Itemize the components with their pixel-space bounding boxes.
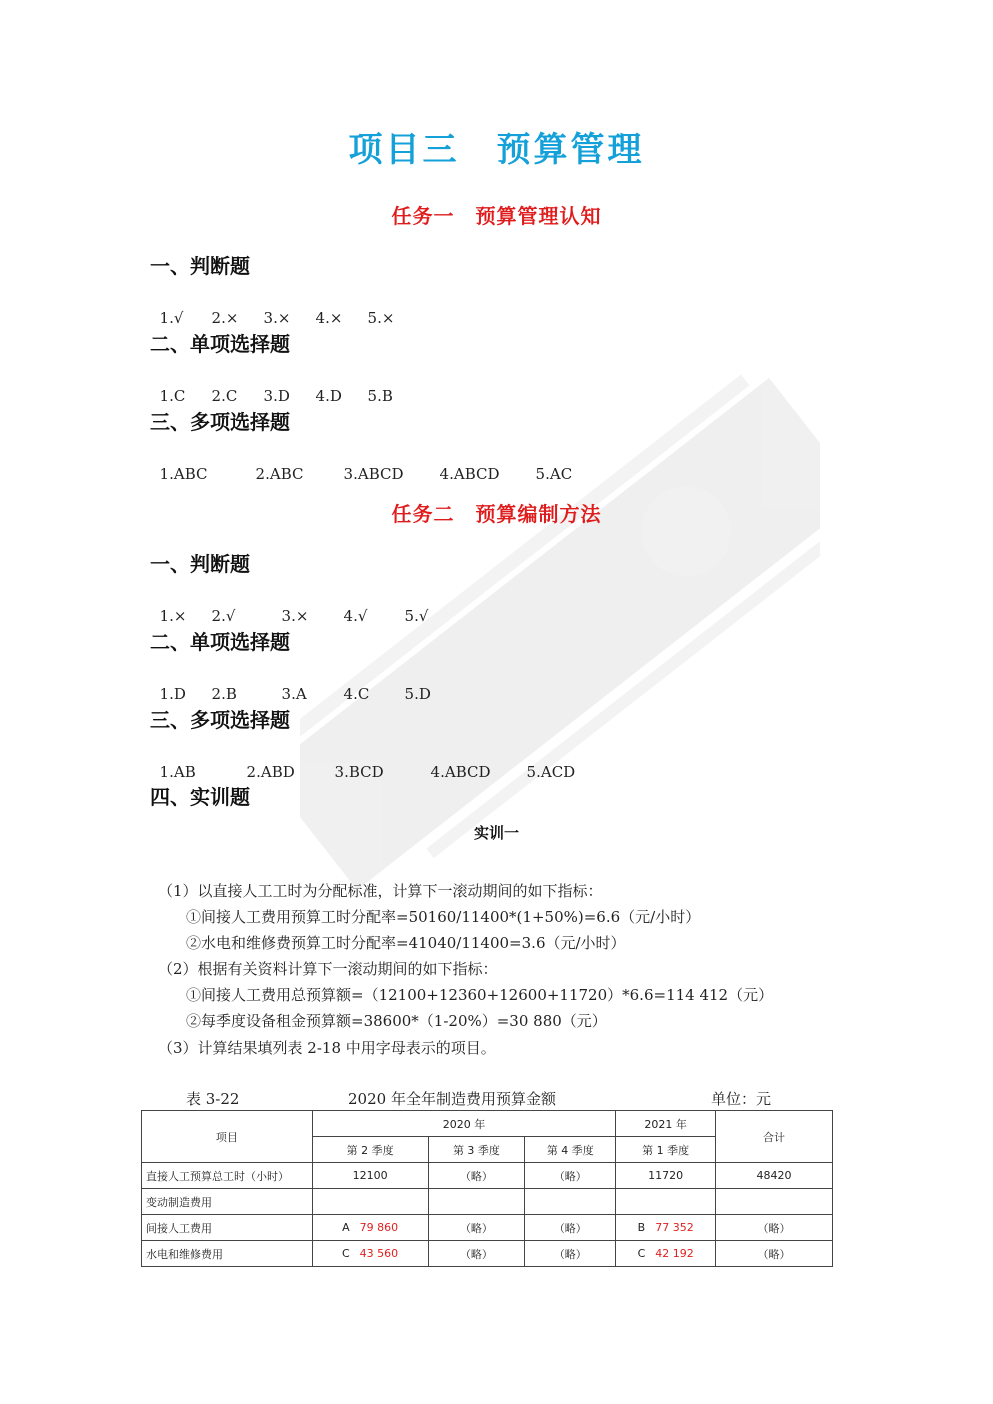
cell-value: 12100 xyxy=(312,1163,428,1189)
cell-value: （略） xyxy=(716,1241,833,1267)
answer-item: 1.AB xyxy=(159,763,196,781)
header-year-2021: 2021 年 xyxy=(616,1111,716,1137)
cell-number: 43 560 xyxy=(359,1247,399,1260)
answer-item: 5.AC xyxy=(535,465,573,483)
answer-item: 5.B xyxy=(367,387,393,405)
answer-item: 1.√ xyxy=(159,309,184,327)
header-q2: 第 2 季度 xyxy=(312,1137,428,1163)
cell-empty xyxy=(616,1189,716,1215)
table-row xyxy=(142,1163,833,1189)
row-label: 直接人工预算总工时（小时） xyxy=(142,1163,313,1189)
task2-title: 任务二 预算编制方法 xyxy=(391,502,602,526)
answer-item: 3.A xyxy=(281,685,307,703)
task1-judgement-answers xyxy=(150,291,420,327)
answer-item: 4.D xyxy=(315,387,342,405)
answer-item: 2.ABD xyxy=(246,763,295,781)
task1-section-judgement-title: 一、判断题 xyxy=(150,254,250,278)
cell-value xyxy=(312,1241,428,1267)
page-title: 项目三 预算管理 xyxy=(348,130,645,170)
table-header-row xyxy=(142,1111,833,1137)
cell-number: 79 860 xyxy=(359,1221,399,1234)
cell-letter: A xyxy=(342,1221,350,1234)
answer-item: 4.ABCD xyxy=(430,763,491,781)
paragraph: ①间接人工费用总预算额=（12100+12360+12600+11720）*6.6=114 412（元） xyxy=(186,986,774,1004)
cell-value: （略） xyxy=(525,1241,616,1267)
answer-item: 2.ABC xyxy=(255,465,304,483)
cell-empty xyxy=(312,1189,428,1215)
table-row xyxy=(142,1215,833,1241)
task1-section-multi-choice-title: 三、多项选择题 xyxy=(150,410,290,434)
answer-item: 5.D xyxy=(404,685,431,703)
cell-number: 42 192 xyxy=(655,1247,694,1260)
answer-item: 3.× xyxy=(263,309,291,327)
cell-letter: B xyxy=(637,1221,646,1234)
task1-section-single-choice-title: 二、单项选择题 xyxy=(150,332,290,356)
cell-empty xyxy=(716,1189,833,1215)
cell-letter: C xyxy=(637,1247,646,1260)
table-title: 2020 年全年制造费用预算金额 xyxy=(348,1090,556,1108)
task2-multi-choice-answers xyxy=(150,745,597,781)
answer-item: 4.× xyxy=(315,309,343,327)
answer-item: 1.ABC xyxy=(159,465,208,483)
cell-value xyxy=(616,1241,716,1267)
answer-item: 3.× xyxy=(281,607,309,625)
paragraph: ②水电和维修费预算工时分配率=41040/11400=3.6（元/小时） xyxy=(186,934,626,952)
row-label: 间接人工费用 xyxy=(142,1215,313,1241)
cell-value xyxy=(616,1215,716,1241)
table-row xyxy=(142,1241,833,1267)
cell-value: （略） xyxy=(428,1215,525,1241)
task2-judgement-answers xyxy=(150,589,457,625)
task2-single-choice-answers xyxy=(150,667,457,703)
answer-item: 4.√ xyxy=(343,607,368,625)
header-q3: 第 3 季度 xyxy=(428,1137,525,1163)
cell-value: 11720 xyxy=(616,1163,716,1189)
header-year-2020: 2020 年 xyxy=(312,1111,616,1137)
task2-section-judgement-title: 一、判断题 xyxy=(150,552,250,576)
table-number: 表 3-22 xyxy=(186,1090,240,1108)
answer-item: 5.× xyxy=(367,309,395,327)
cell-value: （略） xyxy=(525,1163,616,1189)
table-row xyxy=(142,1189,833,1215)
answer-item: 4.ABCD xyxy=(439,465,500,483)
paragraph: （3）计算结果填列表 2-18 中用字母表示的项目。 xyxy=(158,1039,496,1057)
answer-item: 4.C xyxy=(343,685,370,703)
training-subtitle: 实训一 xyxy=(473,824,519,842)
row-label: 变动制造费用 xyxy=(142,1189,313,1215)
cell-empty xyxy=(525,1189,616,1215)
paragraph: ①间接人工费用预算工时分配率=50160/11400*(1+50%)=6.6（元/小时） xyxy=(186,908,701,926)
cell-value: （略） xyxy=(428,1163,525,1189)
header-q1: 第 1 季度 xyxy=(616,1137,716,1163)
answer-item: 3.BCD xyxy=(334,763,384,781)
cell-empty xyxy=(428,1189,525,1215)
cell-value: （略） xyxy=(716,1215,833,1241)
header-q4: 第 4 季度 xyxy=(525,1137,616,1163)
task1-single-choice-answers xyxy=(150,369,420,405)
answer-item: 5.ACD xyxy=(526,763,576,781)
header-total: 合计 xyxy=(716,1111,833,1163)
answer-item: 1.D xyxy=(159,685,186,703)
answer-item: 2.× xyxy=(211,309,239,327)
cell-value: （略） xyxy=(428,1241,525,1267)
paragraph: （2）根据有关资料计算下一滚动期间的如下指标： xyxy=(158,960,498,978)
cell-number: 77 352 xyxy=(655,1221,694,1234)
answer-item: 3.D xyxy=(263,387,290,405)
answer-item: 3.ABCD xyxy=(343,465,404,483)
paragraph: （1）以直接人工工时为分配标准，计算下一滚动期间的如下指标： xyxy=(158,882,603,900)
row-label: 水电和维修费用 xyxy=(142,1241,313,1267)
paragraph: ②每季度设备租金预算额=38600*（1-20%）=30 880（元） xyxy=(186,1012,607,1030)
answer-item: 2.C xyxy=(211,387,238,405)
cell-letter: C xyxy=(341,1247,350,1260)
budget-table xyxy=(141,1110,833,1267)
task2-section-single-choice-title: 二、单项选择题 xyxy=(150,630,290,654)
answer-item: 2.B xyxy=(211,685,237,703)
answer-item: 1.C xyxy=(159,387,186,405)
task2-section-multi-choice-title: 三、多项选择题 xyxy=(150,708,290,732)
answer-item: 5.√ xyxy=(404,607,429,625)
header-item: 项目 xyxy=(142,1111,313,1163)
cell-value: 48420 xyxy=(716,1163,833,1189)
cell-value: （略） xyxy=(525,1215,616,1241)
answer-item: 2.√ xyxy=(211,607,236,625)
cell-value xyxy=(312,1215,428,1241)
task1-multi-choice-answers xyxy=(150,447,596,483)
task1-title: 任务一 预算管理认知 xyxy=(391,204,602,228)
table-unit: 单位：元 xyxy=(711,1090,772,1108)
task2-training-title: 四、实训题 xyxy=(150,785,250,809)
answer-item: 1.× xyxy=(159,607,187,625)
